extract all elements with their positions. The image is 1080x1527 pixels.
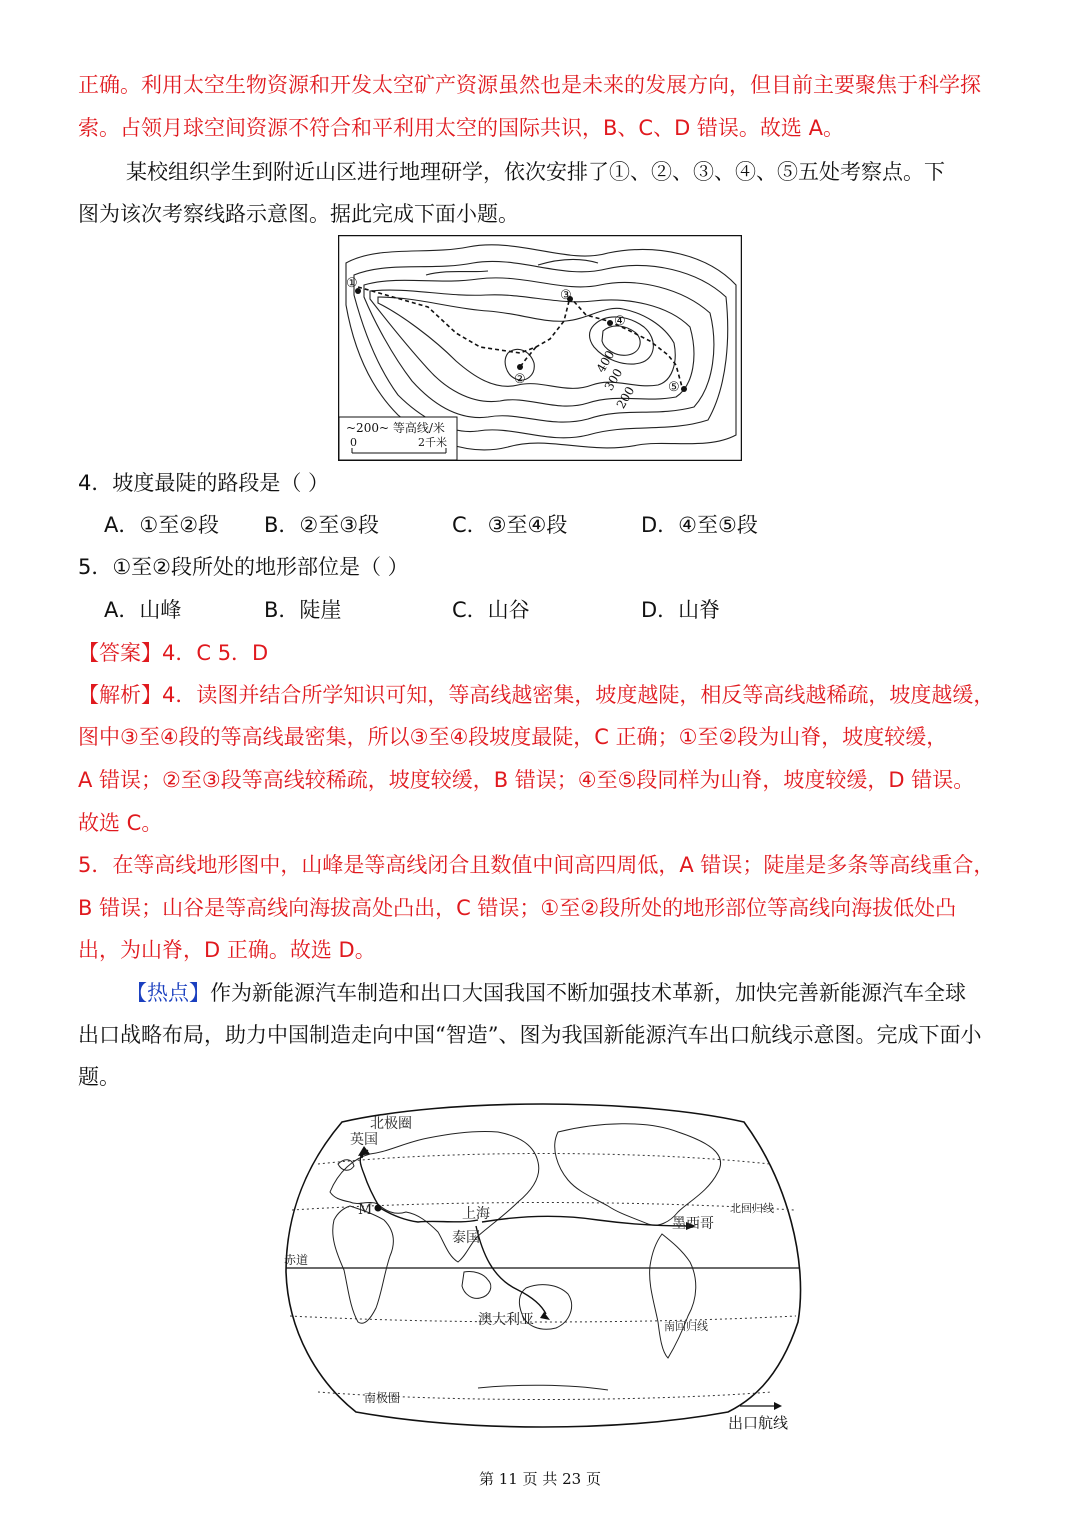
point-label: ③ bbox=[560, 288, 572, 303]
label-tropic-north: 北回归线 bbox=[730, 1202, 774, 1215]
answer-text-line: 索。占领月球空间资源不符合和平利用太空的国际共识，B、C、D 错误。故选 A。 bbox=[78, 116, 844, 140]
analysis-line: A 错误；②至③段等高线较稀疏，坡度较缓，B 错误；④至⑤段同样为山脊，坡度较缓，D 错误。 bbox=[78, 768, 975, 792]
answer-text-line: 正确。利用太空生物资源和开发太空矿产资源虽然也是未来的发展方向，但目前主要聚焦于科学探 bbox=[78, 73, 981, 97]
contour-map bbox=[338, 235, 742, 461]
q4-option-b[interactable]: B．②至③段 bbox=[264, 513, 380, 537]
hot-topic-tag: 【热点】 bbox=[126, 981, 210, 1005]
analysis-line: B 错误；山谷是等高线向海拔高处凸出，C 错误；①至②段所处的地形部位等高线向海拔低处凸 bbox=[78, 896, 957, 920]
q4-option-d[interactable]: D．④至⑤段 bbox=[641, 513, 758, 537]
point-label: ① bbox=[346, 276, 358, 291]
point-label: ② bbox=[514, 372, 526, 387]
page-footer: 第 11 页 共 23 页 bbox=[478, 1470, 601, 1488]
q5-option-d[interactable]: D．山脊 bbox=[641, 598, 721, 622]
q5-option-c[interactable]: C．山谷 bbox=[452, 598, 530, 622]
scale-end: 2千米 bbox=[418, 436, 447, 449]
legend-contour: ~200~ 等高线/米 bbox=[346, 421, 445, 435]
label-m: M bbox=[358, 1202, 373, 1218]
q5-option-a[interactable]: A．山峰 bbox=[104, 598, 182, 622]
analysis-line: 5．在等高线地形图中，山峰是等高线闭合且数值中间高四周低，A 错误；陡崖是多条等高线重合， bbox=[78, 853, 995, 877]
label-north-circle: 北极圈 bbox=[370, 1116, 412, 1132]
label-uk: 英国 bbox=[350, 1132, 378, 1148]
label-mexico: 墨西哥 bbox=[672, 1216, 714, 1232]
q5-option-b[interactable]: B．陡崖 bbox=[264, 598, 342, 622]
contour-value: 300 bbox=[601, 366, 626, 393]
q4-option-c[interactable]: C．③至④段 bbox=[452, 513, 568, 537]
point-label: ⑤ bbox=[668, 380, 680, 395]
label-equator: 赤道 bbox=[284, 1253, 309, 1267]
contour-value: 400 bbox=[593, 348, 618, 375]
label-south-circle: 南极圈 bbox=[364, 1391, 401, 1405]
question-5-stem: 5．①至②段所处的地形部位是（ ） bbox=[78, 555, 409, 579]
question-intro: 某校组织学生到附近山区进行地理研学，依次安排了①、②、③、④、⑤五处考察点。下 bbox=[126, 160, 945, 184]
hot-topic-text: 作为新能源汽车制造和出口大国我国不断加强技术革新，加快完善新能源汽车全球 bbox=[210, 981, 966, 1005]
label-thailand: 泰国 bbox=[452, 1230, 480, 1246]
question-intro: 图为该次考察线路示意图。据此完成下面小题。 bbox=[78, 202, 519, 226]
analysis-line: 【解析】4．读图并结合所学知识可知，等高线越密集，坡度越陡，相反等高线越稀疏，坡度越缓， bbox=[78, 683, 995, 707]
analysis-line: 图中③至④段的等高线最密集，所以③至④段坡度最陡，C 正确；①至②段为山脊，坡度较缓， bbox=[78, 725, 948, 749]
analysis-line: 故选 C。 bbox=[78, 811, 163, 835]
hot-topic-line: 题。 bbox=[78, 1065, 120, 1089]
answer-key: 【答案】4．C 5．D bbox=[78, 641, 269, 665]
label-shanghai: 上海 bbox=[462, 1206, 490, 1222]
world-export-map bbox=[278, 1102, 808, 1438]
q4-option-a[interactable]: A．①至②段 bbox=[104, 513, 220, 537]
scale-zero: 0 bbox=[350, 436, 357, 449]
legend-export-route: 出口航线 bbox=[728, 1414, 789, 1432]
hot-topic-line: 出口战略布局，助力中国制造走向中国“智造”、图为我国新能源汽车出口航线示意图。完成下面小 bbox=[78, 1023, 982, 1047]
hot-topic-line bbox=[126, 978, 966, 1008]
label-australia: 澳大利亚 bbox=[478, 1312, 534, 1328]
question-4-stem: 4．坡度最陡的路段是（ ） bbox=[78, 471, 330, 495]
contour-value: 200 bbox=[613, 384, 638, 411]
point-label: ④ bbox=[614, 314, 626, 329]
label-tropic-south: 南回归线 bbox=[664, 1320, 708, 1333]
analysis-line: 出，为山脊，D 正确。故选 D。 bbox=[78, 938, 376, 962]
